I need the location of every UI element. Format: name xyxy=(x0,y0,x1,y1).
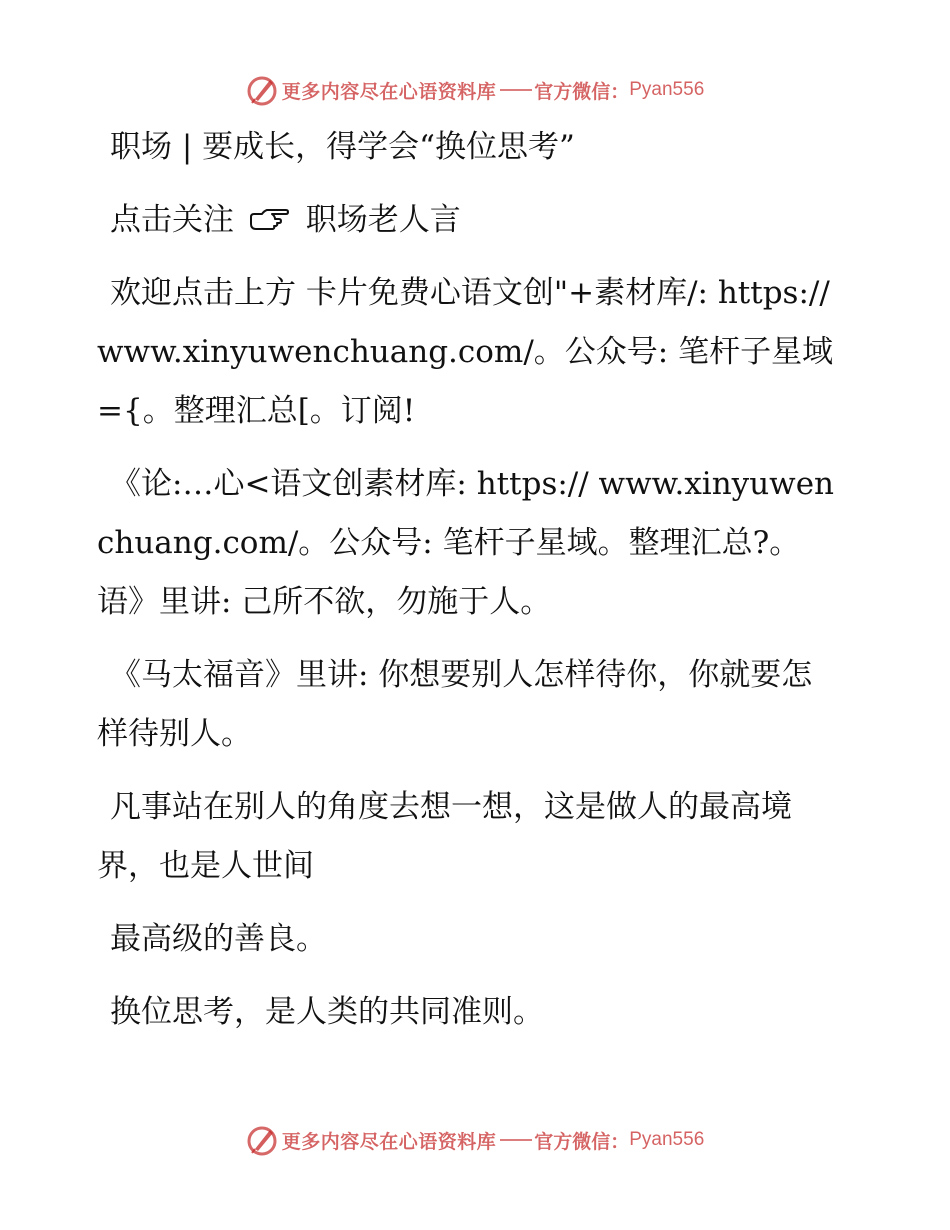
quill-logo-icon xyxy=(246,74,278,106)
watermark-text: 更多内容尽在心语资料库 xyxy=(281,80,497,103)
watermark-official-label: 官方微信： xyxy=(534,80,630,103)
pointing-hand-icon xyxy=(248,207,290,233)
follow-prefix: 点击关注 xyxy=(110,202,234,238)
watermark-text: 更多内容尽在心语资料库 xyxy=(281,1130,497,1153)
watermark-wechat-id: Pyan556 xyxy=(629,1129,705,1150)
paragraph-analects: 《论:…心<语文创素材库: https:// www.xinyuwenchuang.com/。公众号: 笔杆子星域。整理汇总?。语》里讲: 己所不欲，勿施于人。 xyxy=(97,466,835,620)
watermark-banner-bottom xyxy=(0,1120,950,1160)
watermark-banner-top xyxy=(0,70,950,110)
paragraph-kindness: 最高级的善良。 xyxy=(110,921,327,957)
watermark-dash xyxy=(500,1139,532,1141)
paragraph-perspective: 凡事站在别人的角度去想一想，这是做人的最高境界，也是人世间 xyxy=(97,789,792,884)
follow-line xyxy=(97,191,837,250)
quill-logo-icon xyxy=(246,1124,278,1156)
watermark-official-label: 官方微信： xyxy=(534,1130,630,1153)
paragraph-principle: 换位思考，是人类的共同准则。 xyxy=(110,994,544,1030)
follow-account-name: 职场老人言 xyxy=(305,202,461,238)
document-body xyxy=(97,118,837,1056)
document-title: 职场 | 要成长，得学会“换位思考” xyxy=(110,129,575,165)
watermark-dash xyxy=(500,89,532,91)
paragraph-matthew: 《马太福音》里讲: 你想要别人怎样待你，你就要怎样待别人。 xyxy=(97,657,813,752)
watermark-wechat-id: Pyan556 xyxy=(629,79,705,100)
paragraph-intro: 欢迎点击上方 卡片免费心语文创"+素材库/: https://www.xinyuwenchuang.com/。公众号: 笔杆子星域={。整理汇总[。订阅! xyxy=(97,275,834,429)
